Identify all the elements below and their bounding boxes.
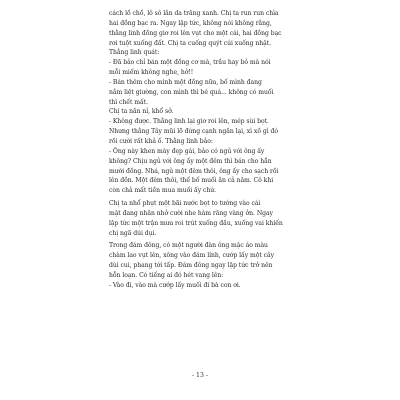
text-line: mười đồng. Nhá, ngủ một đêm thôi, ông ấy cho sạch rồi: [109, 167, 279, 175]
text-line: còn chả mất tiền mua muối ấy chứ.: [109, 187, 217, 195]
text-line: thì chết mất.: [109, 98, 148, 106]
text-line: - Ông này khen mày đẹp gái, bảo có ngủ với ông ấy: [109, 147, 265, 155]
text-line: rồi cười rất khả ố. Thằng linh bảo:: [109, 137, 213, 145]
text-line: hỗn loạn. Có tiếng ai đó hét vang lên:: [109, 271, 224, 279]
text-line: - Đã bảo chỉ bán một đồng cơ mà, trầu hay bỏ mà nói: [109, 59, 271, 67]
text-line: chị ngã dúi dụi.: [109, 229, 157, 237]
text-line: Chị ta nhổ phụt một bãi nước bọt to tướng vào cái: [109, 200, 261, 208]
page-number: - 13 -: [192, 372, 208, 379]
body-text: [109, 9, 294, 291]
text-line: lên đồn. Một đêm thôi, thế bố muối ăn cả năm. Cô khi: [109, 177, 274, 185]
text-line: - Vào đi, vào mà cướp lấy muối đi bà con ơi.: [109, 281, 241, 289]
text-line: cách lồ chồ, lô sô lăn da trăng xanh. Chị ta run run chìa: [109, 10, 279, 17]
text-line: mặt đang nhăn nhở cười nhe hàm răng vàng ởn. Ngay: [109, 209, 273, 217]
text-line: không? Chịu ngủ với ông ấy một đêm thì bán cho hẳn: [109, 157, 272, 165]
text-line: lập tức một trận mưa roi trút xuống đầu, xuống vai khiến: [109, 219, 283, 227]
text-line: hai đồng bạc ra. Ngay lập tức, không nói không rằng,: [109, 19, 272, 27]
text-line: Nhưng thằng Tây mũi lõ đứng cạnh ngăn lại, xì xồ gì đó: [109, 128, 278, 136]
text-line: - Không được. Thằng linh lại giơ roi lên, mép sùi bọt.: [109, 118, 269, 126]
text-line: chàm lao vụt lên, xông vào đám lính, cướp lấy một cây: [109, 252, 274, 260]
text-line: Trong đám đông, có một người đàn ông mặc áo màu: [109, 242, 268, 250]
text-line: nằm liệt giường, con mình thì bé quá... không có muối: [109, 88, 274, 96]
text-line: mỗi miếm không nghe, hở!!: [109, 69, 194, 77]
text-line: thằng linh đồng giơ roi lên vụt cho một cái, hai đồng bạc: [109, 29, 282, 37]
text-line: dùi cui, phang tới tấp. Đám đông ngay lập tức trở nên: [109, 262, 273, 270]
text-line: Thằng linh quát:: [109, 49, 160, 57]
text-line: Chị ta năn nỉ, khổ sở.: [109, 108, 174, 116]
text-line: rơi tuột xuống đất. Chị ta cuống quýt cúi xuống nhặt.: [109, 39, 271, 47]
text-line: - Bán thêm cho mình một đồng nữa, bố mình đang: [109, 78, 262, 86]
